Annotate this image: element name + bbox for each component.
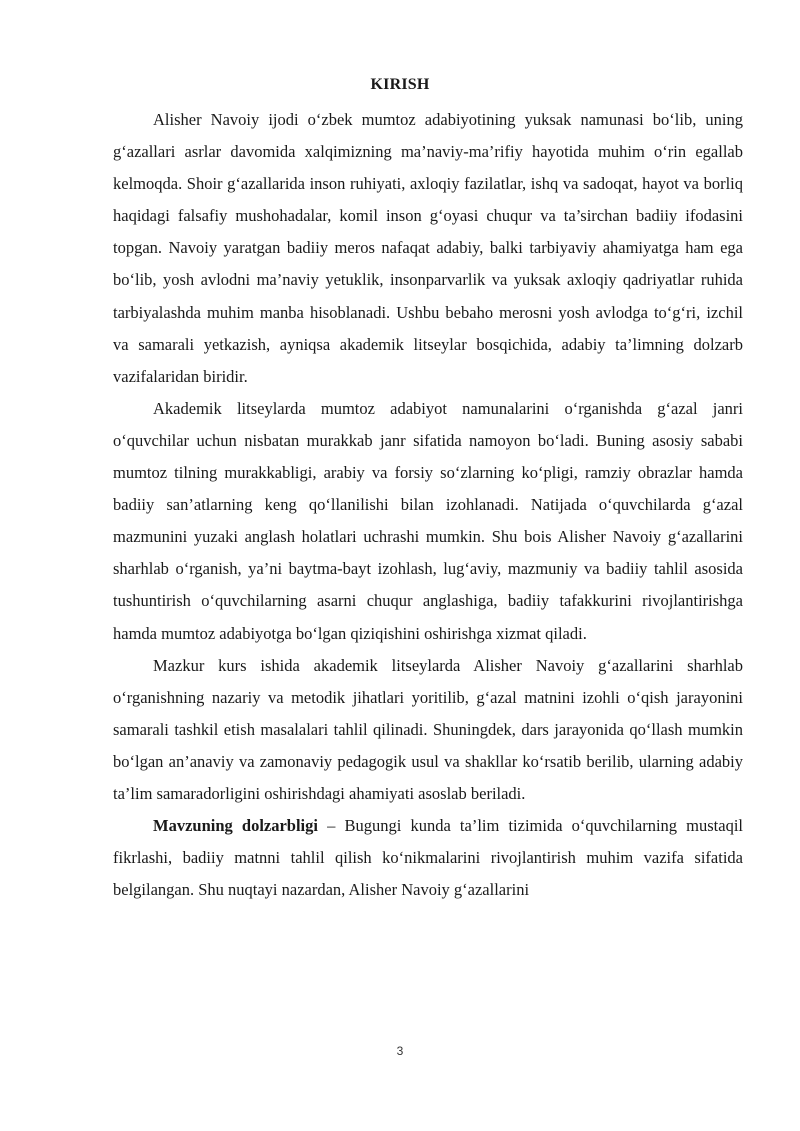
paragraph-lead-bold: Mavzuning dolzarbligi xyxy=(153,816,318,836)
paragraph-3: Mazkur kurs ishida akademik litseylarda Alisher Navoiy g‘azallarini sharhlab o‘rganishning nazariy va metodik jihatlari yoritilib, g‘azal matnini izohli o‘qish jarayonini samarali tashkil etish masalalari tahlil qilinadi. Shuningdek, dars jarayonida qo‘llash mumkin bo‘lgan an’anaviy va zamonaviy pedagogik usul va shakllar ko‘rsatib berilib, ularning adabiy ta’lim samaradorligini oshirishdagi ahamiyati asoslab beriladi. xyxy=(113,655,743,803)
section-title: KIRISH xyxy=(370,76,430,93)
document-body xyxy=(113,104,743,906)
paragraph-4 xyxy=(113,810,743,906)
paragraph-4-text: – Bugungi kunda ta’lim tizimida o‘quvchilarning mustaqil fikrlashi, badiiy matnni tahlil qilish ko‘nikmalarini rivojlantirish muhim vazifa sifatida belgilangan. Shu nuqtayi nazardan, Alisher Navoiy g‘azallarini xyxy=(113,816,743,900)
paragraph-1: Alisher Navoiy ijodi o‘zbek mumtoz adabiyotining yuksak namunasi bo‘lib, uning g‘azallari asrlar davomida xalqimizning ma’naviy-ma’rifiy hayotida muhim o‘rin egallab kelmoqda. Shoir g‘azallarida inson ruhiyati, axloqiy fazilatlar, ishq va sadoqat, hayot va borliq haqidagi falsafiy mushohadalar, komil inson g‘oyasi chuqur va ta’sirchan badiiy ifodasini topgan. Navoiy yaratgan badiiy meros nafaqat adabiy, balki tarbiyaviy ahamiyatga ham ega bo‘lib, yosh avlodni ma’naviy yetuklik, insonparvarlik va yuksak axloqiy qadriyatlar ruhida tarbiyalashda muhim manba hisoblanadi. Ushbu bebaho merosni yosh avlodga to‘g‘ri, izchil va samarali yetkazish, ayniqsa akademik litseylar bosqichida, adabiy ta’limning dolzarb vazifalaridan biridir. xyxy=(113,110,743,386)
paragraph-2: Akademik litseylarda mumtoz adabiyot namunalarini o‘rganishda g‘azal janri o‘quvchilar uchun nisbatan murakkab janr sifatida namoyon bo‘ladi. Buning asosiy sababi mumtoz tilning murakkabligi, arabiy va forsiy so‘zlarning ko‘pligi, ramziy obrazlar hamda badiiy san’atlarning keng qo‘llanilishi bilan izohlanadi. Natijada o‘quvchilarda g‘azal mazmunini yuzaki anglash holatlari uchrashi mumkin. Shu bois Alisher Navoiy g‘azallarini sharhlab o‘rganish, ya’ni baytma-bayt izohlash, lug‘aviy, mazmuniy va badiiy tahlil asosida tushuntirish o‘quvchilarning asarni chuqur anglashiga, badiiy tafakkurini rivojlantirishga hamda mumtoz adabiyotga bo‘lgan qiziqishini oshirishga xizmat qiladi. xyxy=(113,398,743,643)
page-number: 3 xyxy=(396,1044,404,1058)
